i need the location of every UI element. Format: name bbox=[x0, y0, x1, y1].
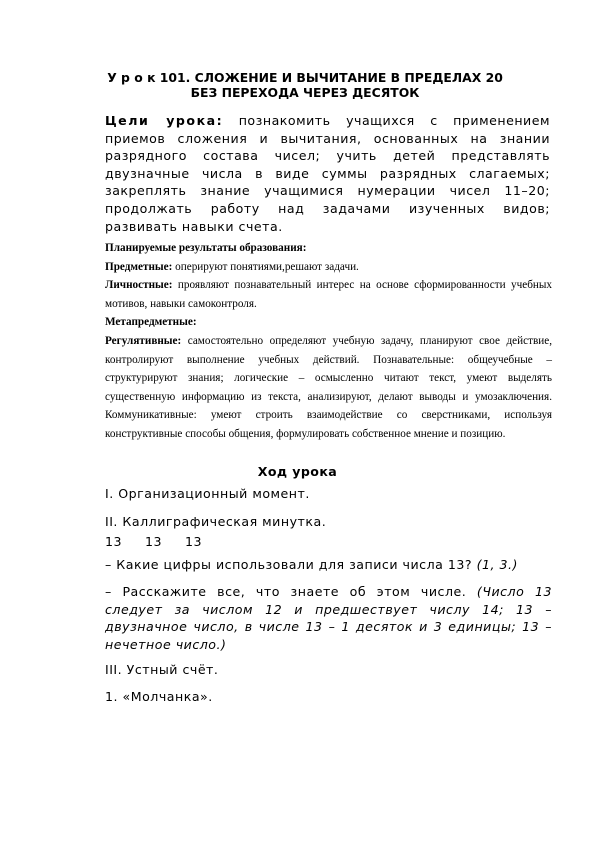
meta-heading: Метапредметные: bbox=[105, 316, 197, 329]
question-2-text: – Расскажите все, что знаете об этом числе. bbox=[105, 584, 477, 599]
number-item: 13 bbox=[105, 534, 123, 549]
title-line-1: У р о к 101. СЛОЖЕНИЕ И ВЫЧИТАНИЕ В ПРЕДЕЛАХ 20 bbox=[107, 70, 503, 85]
subject-text: оперируют понятиями,решают задачи. bbox=[172, 260, 359, 273]
results-heading: Планируемые результаты образования: bbox=[105, 242, 307, 254]
question-digits bbox=[105, 557, 518, 572]
goals-label: Цели урока: bbox=[105, 113, 224, 128]
number-item: 13 bbox=[185, 534, 203, 549]
subject-label: Предметные: bbox=[105, 260, 173, 273]
section-oral-counting: III. Устный счёт. bbox=[105, 662, 219, 677]
section-organizational: I. Организационный момент. bbox=[105, 486, 310, 501]
personal-text: проявляют познавательный интерес на основе сформированности учебных мотивов, навыки самоконтроля. bbox=[105, 279, 552, 310]
goals-text: познакомить учащихся с применением приемов сложения и вычитания, основанных на знании разрядного состава чисел; учить детей представлять двузначные числа в виде суммы разрядных слагаемых; закреплять знание учащимися нумерации чисел 11–20; продолжать работу над задачами изученных видов; развивать навыки счета. bbox=[105, 113, 550, 234]
planned-results bbox=[105, 239, 552, 444]
regulatory-text: самостоятельно определяют учебную задачу, планируют свое действие, контролируют выполнение учебных действий. Познавательные: общеучебные – структурируют знания; логические – осмысленно читают текст, умеют выделять существенную информацию из текста, анализируют, делают выводы и умозаключения. Коммуникативные: умеют строить взаимодействие со сверстниками, используя конструктивные способы общения, формулировать собственное мнение и позицию. bbox=[105, 334, 552, 440]
number-item: 13 bbox=[145, 534, 163, 549]
question-about-number bbox=[105, 583, 552, 653]
section-calligraphy: II. Каллиграфическая минутка. bbox=[105, 514, 327, 529]
answer-2-text: (Число 13 следует за числом 12 и предшествует числу 14; 13 – двузначное число, в числе 13 – 1 десяток и 3 единицы; 13 – нечетное число.) bbox=[105, 584, 552, 652]
answer-1-text: (1, 3.) bbox=[476, 557, 518, 572]
title-line-2: БЕЗ ПЕРЕХОДА ЧЕРЕЗ ДЕСЯТОК bbox=[190, 85, 420, 100]
lesson-goals bbox=[105, 112, 550, 235]
regulatory-label: Регулятивные: bbox=[105, 334, 182, 347]
item-molchanka: 1. «Молчанка». bbox=[105, 689, 213, 704]
calligraphy-numbers bbox=[105, 534, 225, 549]
lesson-plan-heading: Ход урока bbox=[257, 464, 338, 479]
personal-label: Личностные: bbox=[105, 279, 173, 292]
lesson-title bbox=[70, 70, 540, 100]
question-1-text: – Какие цифры использовали для записи числа 13? bbox=[105, 557, 477, 572]
